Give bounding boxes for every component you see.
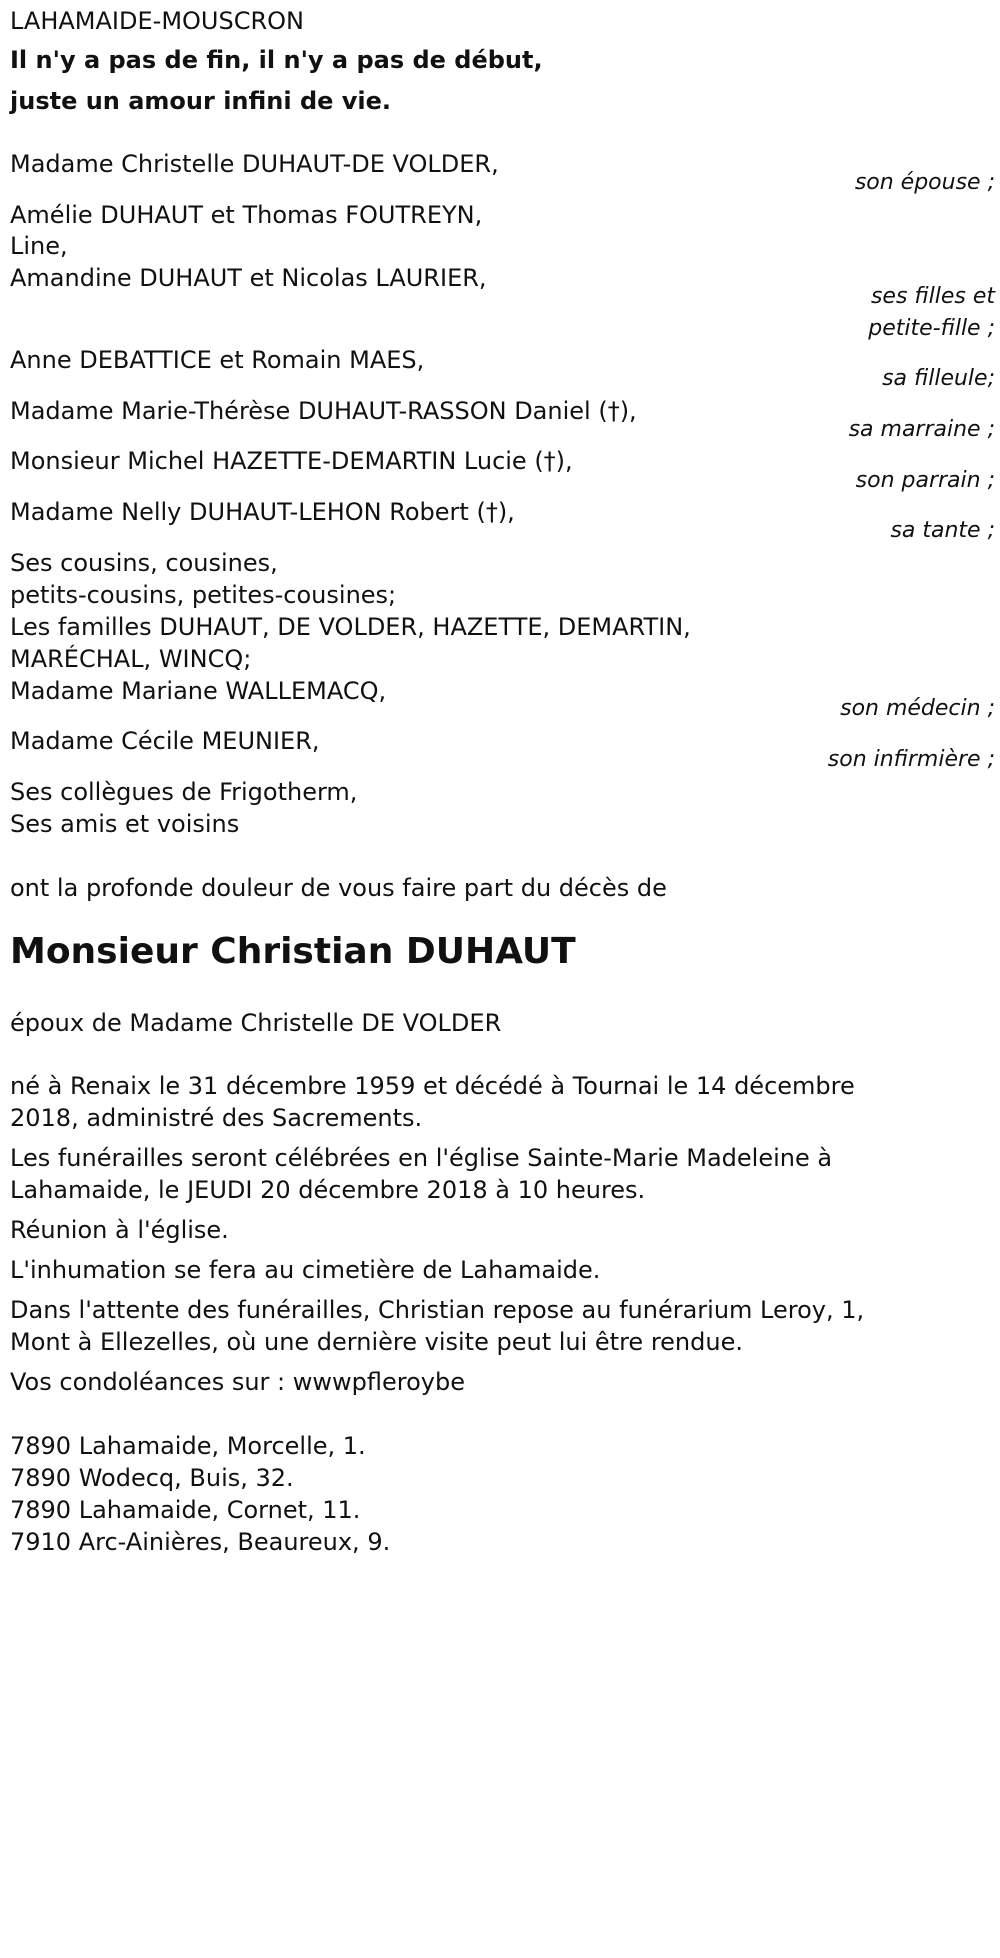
- family-role: petite-fille ;: [868, 316, 995, 341]
- funeral-line: Lahamaide, le JEUDI 20 décembre 2018 à 10 heures.: [10, 1176, 646, 1204]
- family-member: Madame Marie-Thérèse DUHAUT-RASSON Daniel (†),: [10, 397, 637, 425]
- family-role: sa tante ;: [890, 518, 995, 543]
- family-member: Ses amis et voisins: [10, 810, 240, 838]
- funeral-line: Les funérailles seront célébrées en l'église Sainte-Marie Madeleine à: [10, 1144, 833, 1172]
- family-member: Amélie DUHAUT et Thomas FOUTREYN,: [10, 201, 483, 229]
- family-member: Ses cousins, cousines,: [10, 549, 278, 577]
- family-role: sa marraine ;: [848, 417, 995, 442]
- family-member: Madame Nelly DUHAUT-LEHON Robert (†),: [10, 498, 515, 526]
- family-member: Les familles DUHAUT, DE VOLDER, HAZETTE, DEMARTIN,: [10, 613, 691, 641]
- family-member: Amandine DUHAUT et Nicolas LAURIER,: [10, 264, 487, 292]
- family-member: petits-cousins, petites-cousines;: [10, 581, 397, 609]
- family-role: son médecin ;: [840, 696, 995, 721]
- family-role: ses filles et: [870, 284, 995, 309]
- condolences-line: Vos condoléances sur : wwwpfleroybe: [10, 1368, 465, 1396]
- meeting-line: Réunion à l'église.: [10, 1216, 229, 1244]
- address-line: 7890 Lahamaide, Morcelle, 1.: [10, 1432, 366, 1460]
- spouse-line: époux de Madame Christelle DE VOLDER: [10, 1009, 502, 1037]
- family-member: Anne DEBATTICE et Romain MAES,: [10, 346, 425, 374]
- repose-line: Mont à Ellezelles, où une dernière visite peut lui être rendue.: [10, 1328, 743, 1356]
- family-role: sa filleule;: [882, 366, 995, 391]
- burial-line: L'inhumation se fera au cimetière de Lahamaide.: [10, 1256, 601, 1284]
- address-line: 7890 Lahamaide, Cornet, 11.: [10, 1496, 361, 1524]
- family-member: Madame Christelle DUHAUT-DE VOLDER,: [10, 150, 499, 178]
- birth-death-line: 2018, administré des Sacrements.: [10, 1104, 423, 1132]
- family-member: Madame Mariane WALLEMACQ,: [10, 677, 387, 705]
- location-heading: LAHAMAIDE-MOUSCRON: [10, 7, 304, 35]
- family-member: Line,: [10, 232, 68, 260]
- family-role: son épouse ;: [854, 170, 995, 195]
- address-line: 7910 Arc-Ainières, Beaureux, 9.: [10, 1528, 391, 1556]
- quote-line-1: Il n'y a pas de fin, il n'y a pas de début,: [10, 46, 543, 74]
- deceased-name: Monsieur Christian DUHAUT: [10, 931, 576, 972]
- family-member: Madame Cécile MEUNIER,: [10, 727, 320, 755]
- birth-death-line: né à Renaix le 31 décembre 1959 et décédé à Tournai le 14 décembre: [10, 1072, 855, 1100]
- quote-line-2: juste un amour infini de vie.: [10, 87, 392, 115]
- family-member: Ses collègues de Frigotherm,: [10, 778, 358, 806]
- family-role: son infirmière ;: [827, 747, 995, 772]
- address-line: 7890 Wodecq, Buis, 32.: [10, 1464, 294, 1492]
- repose-line: Dans l'attente des funérailles, Christian repose au funérarium Leroy, 1,: [10, 1296, 865, 1324]
- family-member: MARÉCHAL, WINCQ;: [10, 645, 252, 673]
- family-role: son parrain ;: [855, 468, 995, 493]
- family-member: Monsieur Michel HAZETTE-DEMARTIN Lucie (†),: [10, 447, 573, 475]
- announcement-text: ont la profonde douleur de vous faire part du décès de: [10, 874, 667, 902]
